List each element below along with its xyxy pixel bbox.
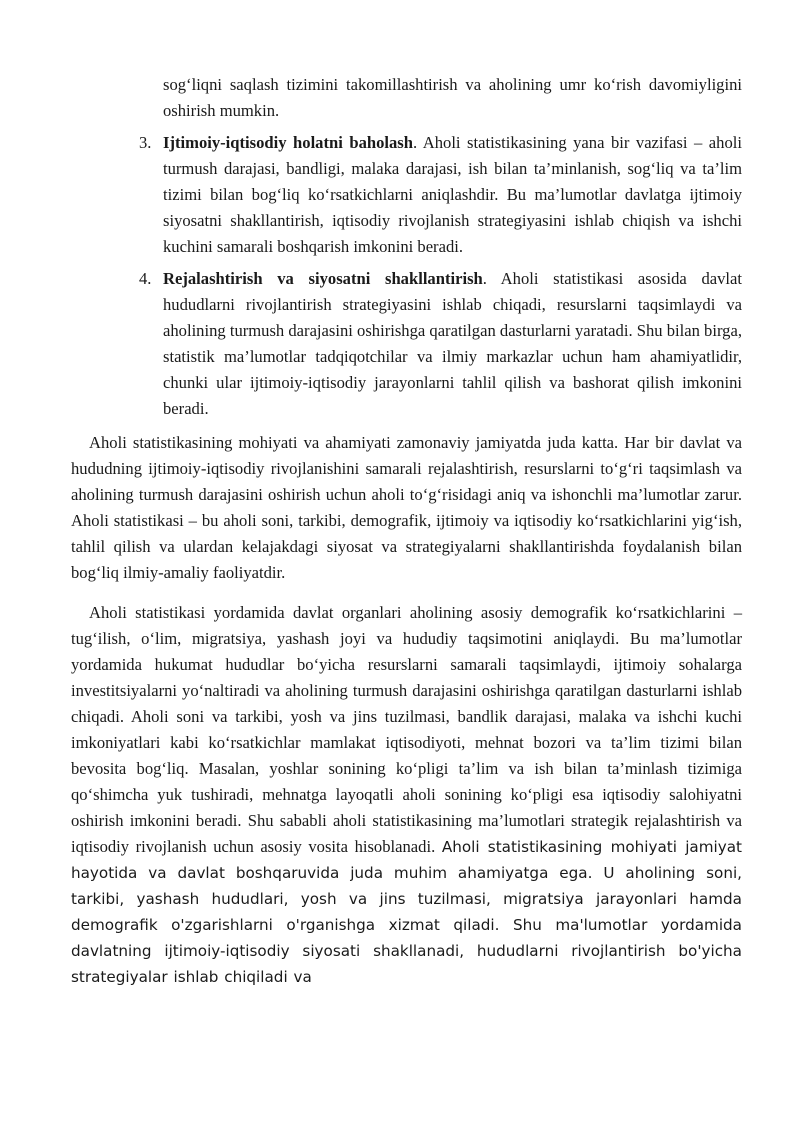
body-paragraph: Aholi statistikasining mohiyati va ahamiyati zamonaviy jamiyatda juda katta. Har bir davlat va hududning ijtimoiy-iqtisodiy rivojlanishini samarali rejalashtirish, resurslarni to‘g‘ri taqsimlash va aholining turmush darajasini oshirish uchun aholi to‘g‘risidagi aniq va ishonchli ma’lumotlar zarur. Aholi statistikasi – bu aholi soni, tarkibi, demografik, ijtimoiy va iqtisodiy ko‘rsatkichlarini yig‘ish, tahlil qilish va ulardan kelajakdagi siyosat va strategiyalarni shakllantirishda foydalanish bilan bog‘liq ilmiy-amaliy faoliyatdir.	[71, 433, 742, 582]
list-item-text	[163, 266, 742, 422]
list-item-body: . Aholi statistikasining yana bir vazifasi – aholi turmush darajasi, bandligi, malaka darajasi, ish bilan ta’minlanish, sog‘liq va ta’lim tizimi bilan bog‘liq ko‘rsatkichlarni aniqlashdir. Bu ma’lumotlar davlatga ijtimoiy siyosatni shakllantirish, iqtisodiy rivojlanish strategiyasini ishlab chiqish va ishchi kuchini samarali boshqarish imkonini beradi.	[163, 133, 742, 256]
list-item-heading: Rejalashtirish va siyosatni shakllantirish	[163, 269, 483, 288]
list-item	[117, 130, 742, 260]
list-item-number: 4.	[139, 269, 152, 288]
list-item-body: . Aholi statistikasi asosida davlat hududlarni rivojlantirish strategiyasini ishlab chiqadi, resurslarni taqsimlaydi va aholining turmush darajasini oshirishga qaratilgan dasturlarni yaratadi. Shu bilan birga, statistik ma’lumotlar tadqiqotchilar va ilmiy markazlar uchun ham ahamiyatlidir, chunki ular ijtimoiy-iqtisodiy jarayonlarni tahlil qilish va bashorat qilish imkonini beradi.	[163, 269, 742, 418]
numbered-list	[117, 130, 742, 422]
list-item-heading: Ijtimoiy-iqtisodiy holatni baholash	[163, 133, 413, 152]
list-item-text	[163, 130, 742, 260]
body-paragraph-text: Aholi statistikasi yordamida davlat organlari aholining asosiy demografik ko‘rsatkichlarini – tug‘ilish, o‘lim, migratsiya, yashash joyi va hududiy taqsimotini aniqlaydi. Bu ma’lumotlar yordamida hukumat hududlar bo‘yicha resurslarni samarali taqsimlaydi, ijtimoiy sohalarga investitsiyalarni yo‘naltiradi va aholining turmush darajasini oshirishga qaratilgan dasturlarni ishlab chiqadi. Aholi soni va tarkibi, yosh va jins tuzilmasi, bandlik darajasi, malaka va ishchi kuchi imkoniyatlari kabi ko‘rsatkichlar mamlakat iqtisodiyoti, mehnat bozori va ta’lim tizimi bilan bevosita bog‘liq. Masalan, yoshlar sonining ko‘pligi ta’lim va ish bilan ta’minlash tizimiga qo‘shimcha yuk tushiradi, mehnatga layoqatli aholi sonining ko‘pligi esa iqtisodiy salohiyatni oshirish imkonini beradi. Shu sababli aholi statistikasining ma’lumotlari strategik rejalashtirish va iqtisodiy rivojlanish uchun asosiy vosita hisoblanadi.	[71, 603, 742, 856]
continuation-text: sog‘liqni saqlash tizimini takomillashtirish va aholining umr ko‘rish davomiyligini oshirish mumkin.	[163, 75, 742, 120]
body-paragraph	[71, 600, 742, 990]
list-item-number: 3.	[139, 133, 152, 152]
body-paragraph-tail: Aholi statistikasining mohiyati jamiyat hayotida va davlat boshqaruvida juda muhim ahamiyatga ega. U aholining soni, tarkibi, yashash hududlari, yosh va jins tuzilmasi, migratsiya jarayonlari hamda demografik o'zgarishlarni o'rganishga xizmat qiladi. Shu ma'lumotlar yordamida davlatning ijtimoiy-iqtisodiy siyosati shakllanadi, hududlarni rivojlantirish bo'yicha strategiyalar ishlab chiqiladi va	[71, 838, 743, 986]
list-item	[117, 266, 742, 422]
